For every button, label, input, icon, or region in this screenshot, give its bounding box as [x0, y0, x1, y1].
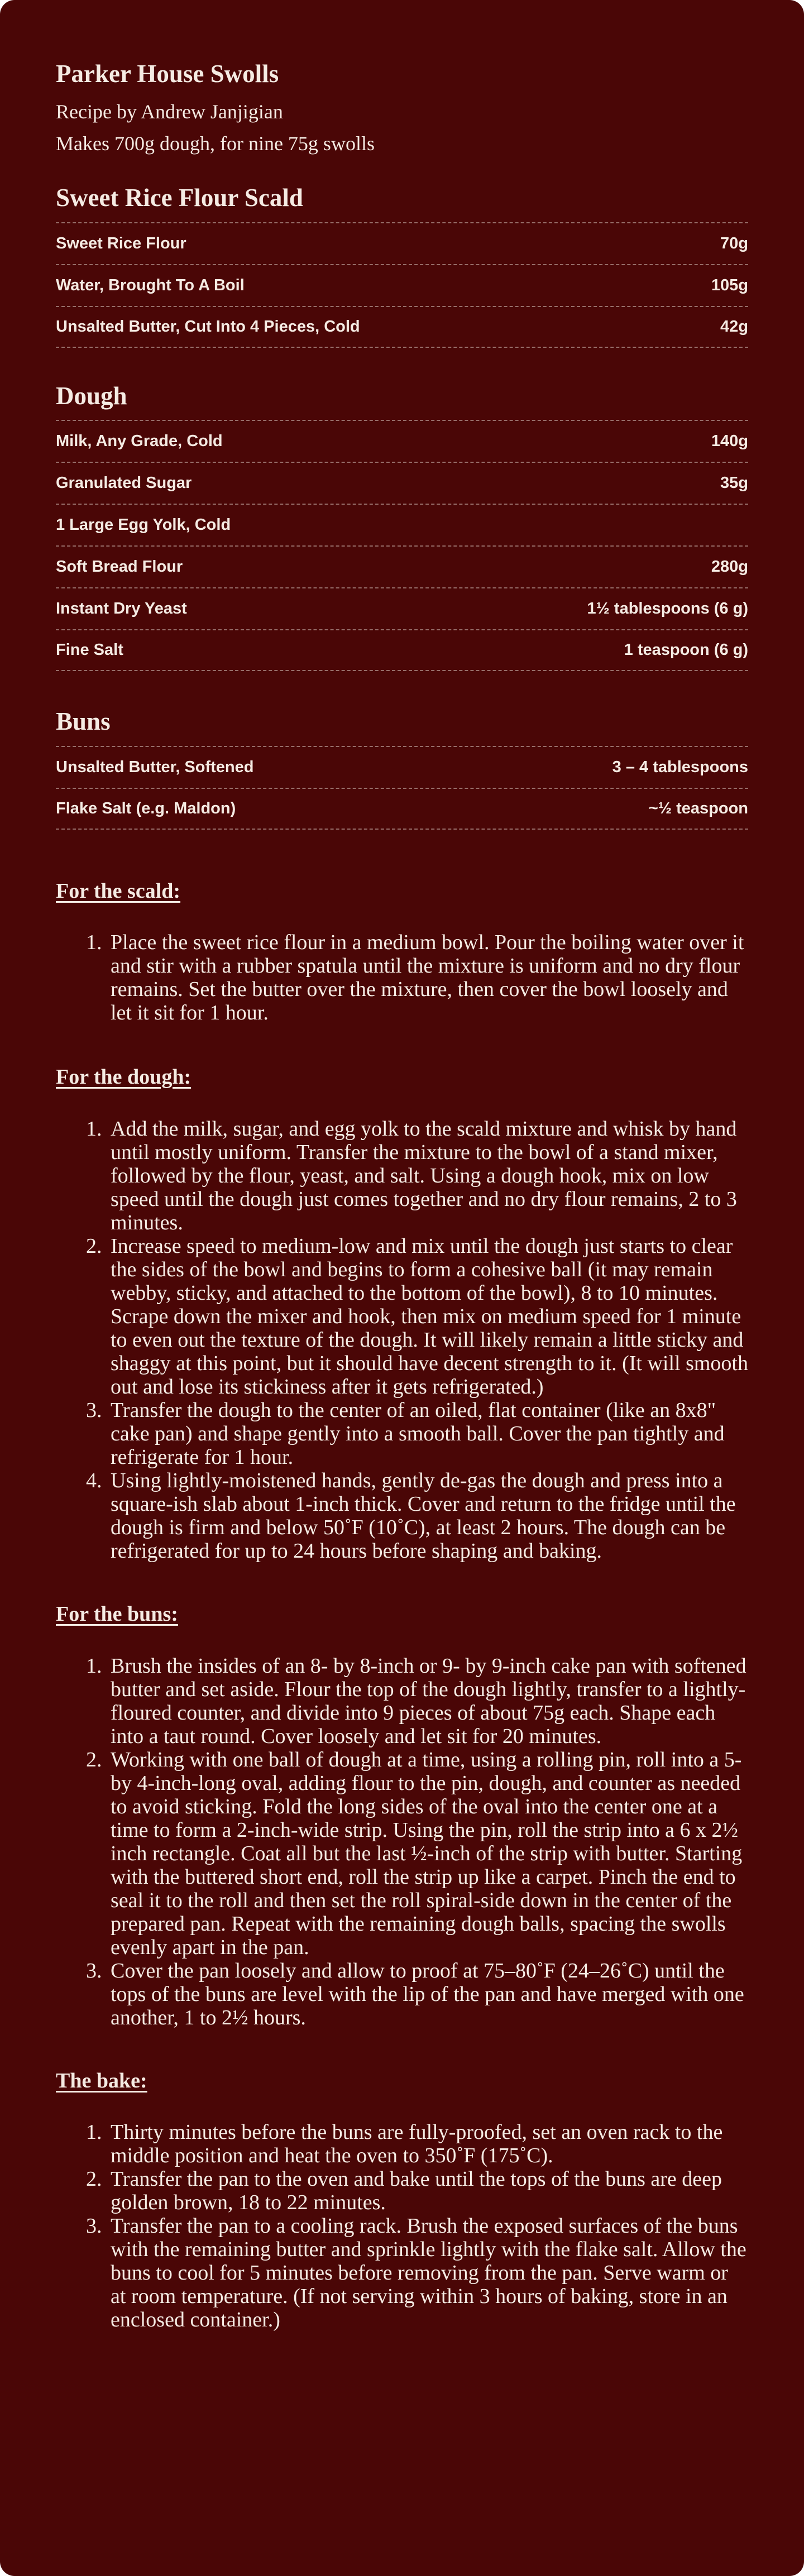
method-heading: The bake:: [56, 2069, 147, 2093]
recipe-yield: Makes 700g dough, for nine 75g swolls: [56, 132, 375, 155]
ingredient-name: 1 Large Egg Yolk, Cold: [56, 516, 231, 534]
recipe-byline: Recipe by Andrew Janjigian: [56, 100, 283, 123]
ingredient-amount: 105g: [711, 276, 748, 294]
ingredient-amount: 35g: [720, 474, 748, 492]
ingredient-row: [56, 264, 748, 306]
ingredient-row: [56, 545, 748, 587]
method-dough-section: [56, 1065, 748, 1563]
ingredient-amount: 1 teaspoon (6 g): [624, 641, 748, 659]
ingredient-row: [56, 788, 748, 830]
ingredient-row: [56, 222, 748, 264]
method-heading: For the buns:: [56, 1602, 178, 1626]
step-item: 3. Cover the pan loosely and allow to proof at 75–80˚F (24–26˚C) until the tops of the buns are level with the lip of the pan and have merged with one another, 1 to 2½ hours.: [107, 1959, 748, 2029]
ingredient-row: [56, 629, 748, 671]
ingredient-amount: 3 – 4 tablespoons: [612, 758, 748, 776]
ingredient-amount: 42g: [720, 317, 748, 336]
step-item: 2. Transfer the pan to the oven and bake until the tops of the buns are deep golden brown, 18 to 22 minutes.: [107, 2167, 748, 2214]
ingredient-name: Unsalted Butter, Cut Into 4 Pieces, Cold: [56, 317, 360, 336]
step-item: 1. Brush the insides of an 8- by 8-inch or 9- by 9-inch cake pan with softened butter and set aside. Flour the top of the dough lightly, transfer to a lightly-floured counter, and divide into 9 pieces of about 75g each. Shape each into a taut round. Cover loosely and let sit for 20 minutes.: [107, 1654, 748, 1748]
method-heading: For the dough:: [56, 1065, 192, 1089]
ingredient-amount: 1½ tablespoons (6 g): [587, 600, 748, 618]
section-heading: Buns: [56, 707, 111, 736]
step-list: [56, 1117, 748, 1563]
step-item: 1. Add the milk, sugar, and egg yolk to the scald mixture and whisk by hand until mostly uniform. Transfer the mixture to the bowl of a stand mixer, followed by the flour, yeast, and salt. Using a dough hook, mix on low speed until the dough just comes together and no dry flour remains, 2 to 3 minutes.: [107, 1117, 748, 1234]
section-heading: Sweet Rice Flour Scald: [56, 184, 303, 212]
ingredient-name: Sweet Rice Flour: [56, 234, 186, 252]
ingredient-table: [56, 222, 748, 348]
ingredient-name: Granulated Sugar: [56, 474, 192, 492]
method-bake-section: [56, 2069, 748, 2332]
method-buns-section: [56, 1602, 748, 2029]
step-list: [56, 1654, 748, 2029]
ingredient-amount: 280g: [711, 558, 748, 576]
step-list: [56, 931, 748, 1024]
ingredient-row: [56, 462, 748, 504]
ingredient-amount: ~½ teaspoon: [648, 799, 748, 817]
ingredient-row: [56, 306, 748, 348]
ingredient-amount: 70g: [720, 234, 748, 252]
ingredient-name: Water, Brought To A Boil: [56, 276, 245, 294]
ingredient-row: [56, 746, 748, 788]
ingredients-scald-section: [56, 184, 748, 348]
step-item: 3. Transfer the pan to a cooling rack. Brush the exposed surfaces of the buns with the remaining butter and sprinkle lightly with the flake salt. Allow the buns to cool for 5 minutes before removing from the pan. Serve warm or at room temperature. (If not serving within 3 hours of baking, store in an enclosed container.): [107, 2214, 748, 2331]
method-scald-section: [56, 879, 748, 1025]
step-item: 1. Thirty minutes before the buns are fully-proofed, set an oven rack to the middle position and heat the oven to 350˚F (175˚C).: [107, 2120, 748, 2167]
step-item: 4. Using lightly-moistened hands, gently de-gas the dough and press into a square-ish slab about 1-inch thick. Cover and return to the fridge until the dough is firm and below 50˚F (10˚C), at least 2 hours. The dough can be refrigerated for up to 24 hours before shaping and baking.: [107, 1469, 748, 1563]
ingredient-row: [56, 587, 748, 629]
ingredient-name: Soft Bread Flour: [56, 558, 183, 576]
section-heading: Dough: [56, 381, 127, 410]
ingredient-amount: 140g: [711, 432, 748, 451]
ingredients-buns-section: [56, 708, 748, 830]
ingredient-row: [56, 504, 748, 545]
recipe-title: Parker House Swolls: [56, 60, 279, 88]
step-list: [56, 2120, 748, 2331]
ingredient-name: Flake Salt (e.g. Maldon): [56, 799, 236, 817]
ingredients-dough-section: [56, 382, 748, 672]
method-heading: For the scald:: [56, 879, 181, 903]
step-item: 1. Place the sweet rice flour in a medium bowl. Pour the boiling water over it and stir with a rubber spatula until the mixture is uniform and no dry flour remains. Set the butter over the mixture, then cover the bowl loosely and let it sit for 1 hour.: [107, 931, 748, 1024]
ingredient-table: [56, 420, 748, 671]
ingredient-name: Unsalted Butter, Softened: [56, 758, 254, 776]
step-item: 3. Transfer the dough to the center of an oiled, flat container (like an 8x8" cake pan) and shape gently into a smooth ball. Cover the pan tightly and refrigerate for 1 hour.: [107, 1399, 748, 1469]
ingredient-row: [56, 420, 748, 462]
ingredient-name: Fine Salt: [56, 641, 123, 659]
step-item: 2. Working with one ball of dough at a time, using a rolling pin, roll into a 5- by 4-inch-long oval, adding flour to the pin, dough, and counter as needed to avoid sticking. Fold the long sides of the oval into the center one at a time to form a 2-inch-wide strip. Using the pin, roll the strip into a 6 x 2½ inch rectangle. Coat all but the last ½-inch of the strip with butter. Starting with the buttered short end, roll the strip up like a carpet. Pinch the end to seal it to the roll and then set the roll spiral-side down in the center of the prepared pan. Repeat with the remaining dough balls, spacing the swolls evenly apart in the pan.: [107, 1748, 748, 1959]
ingredient-table: [56, 746, 748, 830]
ingredient-name: Milk, Any Grade, Cold: [56, 432, 223, 451]
ingredient-name: Instant Dry Yeast: [56, 600, 187, 618]
step-item: 2. Increase speed to medium-low and mix until the dough just starts to clear the sides of the bowl and begins to form a cohesive ball (it may remain webby, sticky, and attached to the bottom of the bowl), 8 to 10 minutes. Scrape down the mixer and hook, then mix on medium speed for 1 minute to even out the texture of the dough. It will likely remain a little sticky and shaggy at this point, but it should have decent strength to it. (It will smooth out and lose its stickiness after it gets refrigerated.): [107, 1234, 748, 1399]
